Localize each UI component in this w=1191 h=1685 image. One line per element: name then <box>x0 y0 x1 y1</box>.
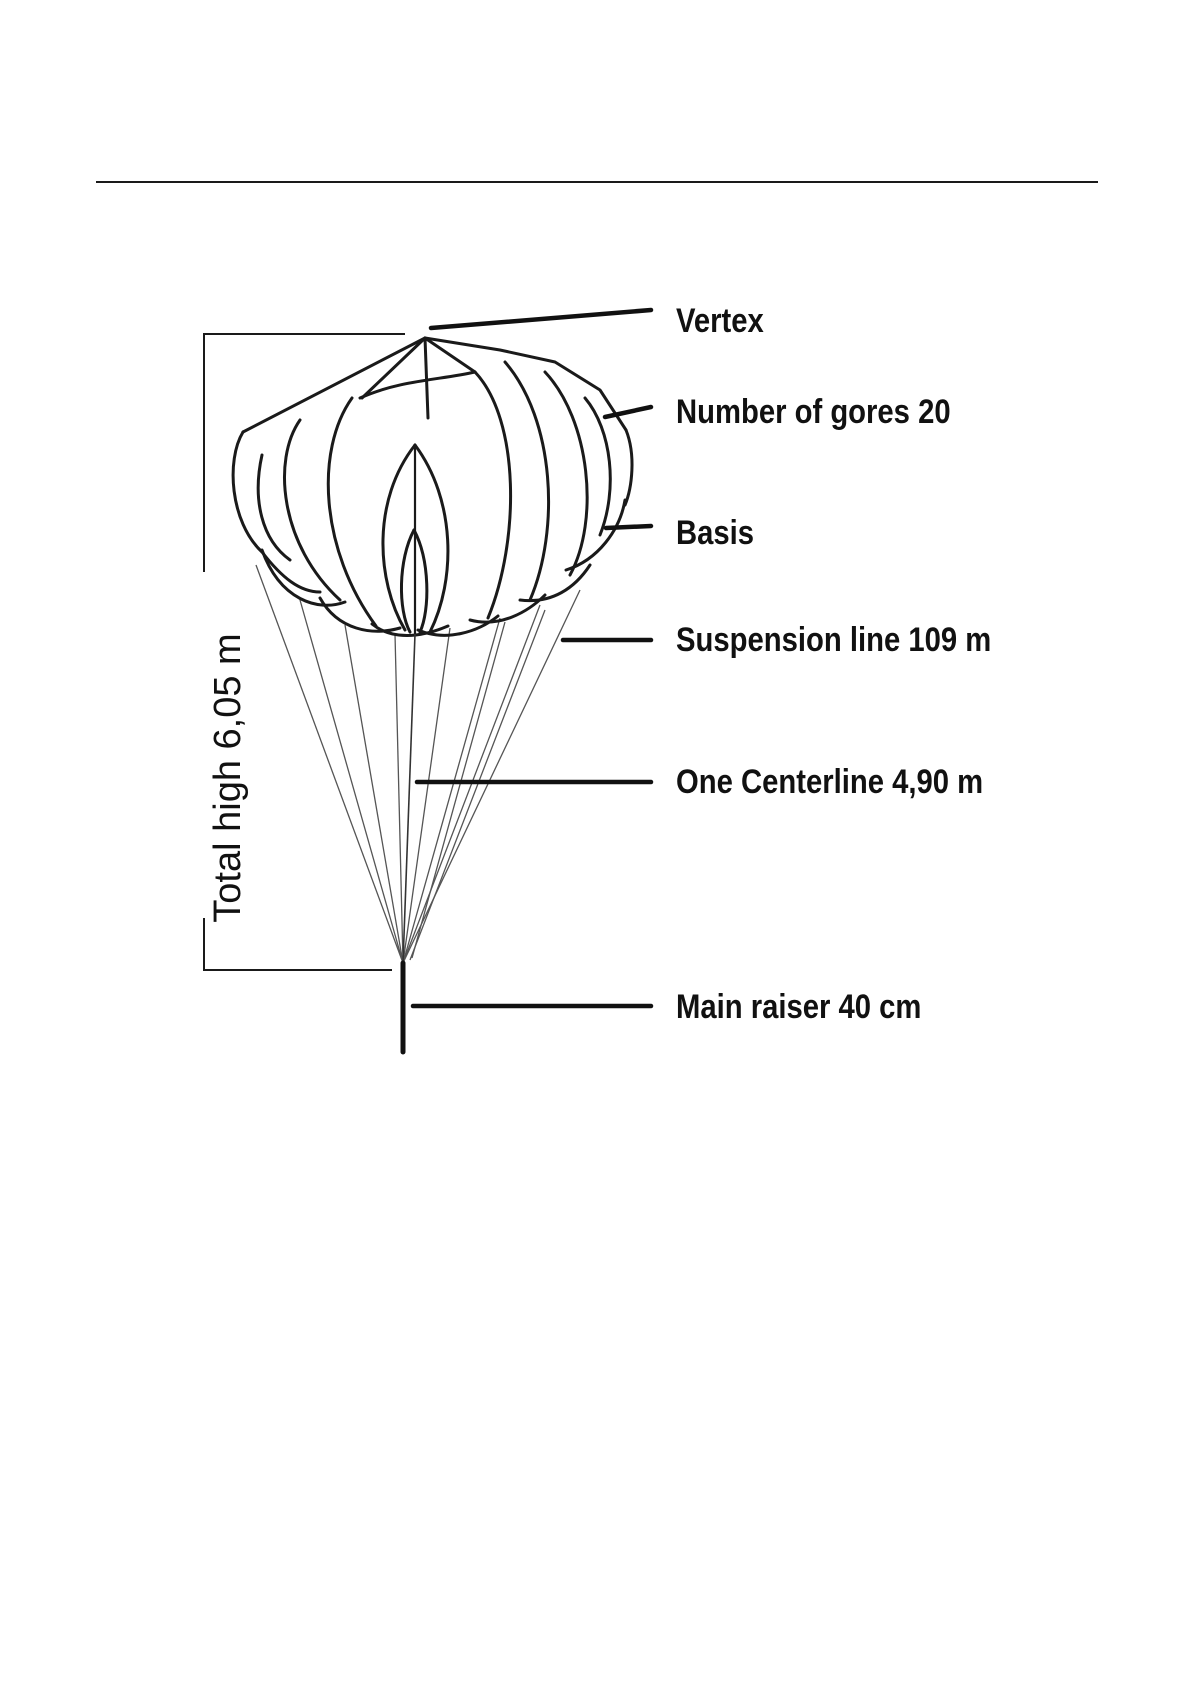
leader-lines <box>413 310 651 1006</box>
canopy <box>233 338 632 636</box>
suspension-line-label: Suspension line 109 m <box>676 621 992 659</box>
centerline-label: One Centerline 4,90 m <box>676 763 984 801</box>
gores-label: Number of gores 20 <box>676 393 951 431</box>
vertex-label: Vertex <box>676 302 764 340</box>
centerline <box>403 634 415 963</box>
main-raiser-label: Main raiser 40 cm <box>676 988 922 1026</box>
total-height-label: Total high 6,05 m <box>207 633 249 923</box>
basis-label: Basis <box>676 514 755 552</box>
suspension-lines <box>256 565 580 963</box>
